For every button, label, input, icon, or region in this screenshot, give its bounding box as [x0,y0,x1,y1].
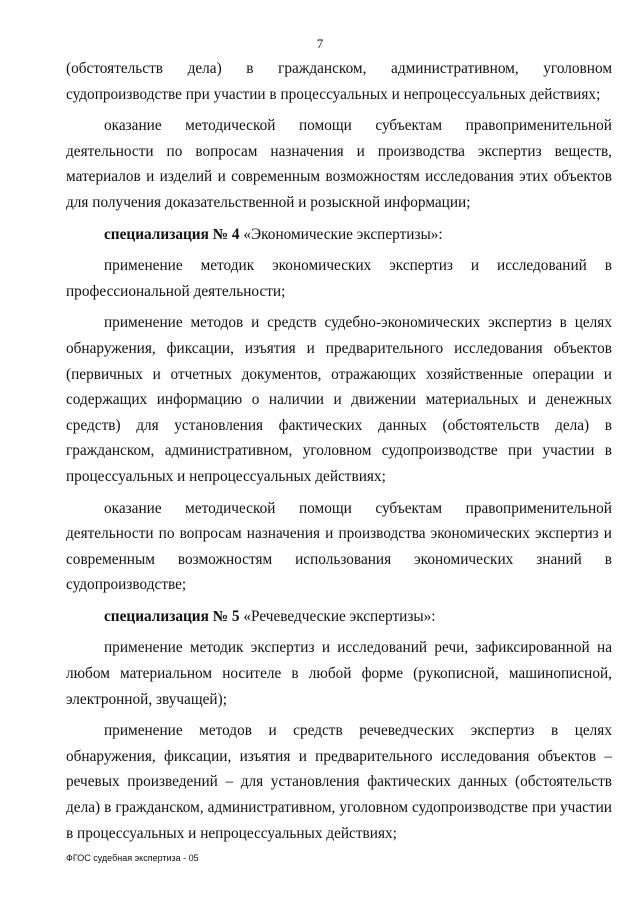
paragraph-text: применение методов и средств речеведческих экспертиз в целях обнаружения, фиксации, изъятия и предварительного исследования объектов – речевых произведений – для установления фактических данных (обстоятельств дела) в гражданском, административном, уголовном судопроизводстве при участии в процессуальных и непроцессуальных действиях; [66,722,612,842]
paragraph-text: применение методов и средств судебно-экономических экспертиз в целях обнаружения, фиксации, изъятия и предварительного исследования объектов (первичных и отчетных документов, отражающих хозяйственные операции и содержащих информацию о наличии и движении материальных и денежных средств) для установления фактических данных (обстоятельств дела) в гражданском, административном, уголовном судопроизводстве при участии в процессуальных и непроцессуальных действиях; [66,314,612,485]
paragraph-economic-means [66,310,612,489]
paragraph-text: оказание методической помощи субъектам правоприменительной деятельности по вопросам назначения и производства экономических экспертиз и современным возможностям использования экономических знаний в судопроизводстве; [66,499,612,594]
specialization-label: специализация № 4 [104,225,240,243]
paragraph-speech-methods [66,635,612,712]
paragraph-continuation [66,56,612,107]
paragraph-speech-means [66,718,612,846]
page-footer: ФГОС судебная экспертиза - 05 [66,853,199,863]
specialization-title: «Экономические экспертизы»: [239,225,443,243]
paragraph-text: (обстоятельств дела) в гражданском, административном, уголовном судопроизводстве при участии в процессуальных и непроцессуальных действиях; [66,60,612,103]
specialization-label: специализация № 5 [104,607,240,625]
paragraph-text: применение методик экспертиз и исследований речи, зафиксированной на любом материальном носителе в любой форме (рукописной, машинописной, электронной, звучащей); [66,639,612,708]
document-body [66,56,612,846]
paragraph-economic-methods [66,253,612,304]
page-number: 7 [316,36,324,51]
paragraph-methodical-help-economic [66,496,612,598]
specialization-title: «Речеведческие экспертизы»: [239,607,436,625]
paragraph-text: применение методик экономических экспертиз и исследований в профессиональной деятельности; [66,257,612,300]
specialization-4-heading [66,222,612,248]
paragraph-text: оказание методической помощи субъектам правоприменительной деятельности по вопросам назначения и производства экспертиз веществ, материалов и изделий и современным возможностям исследования этих объектов для получения доказательственной и розыскной информации; [66,117,612,211]
paragraph-methodical-help-substances [66,113,612,215]
specialization-5-heading [66,604,612,630]
